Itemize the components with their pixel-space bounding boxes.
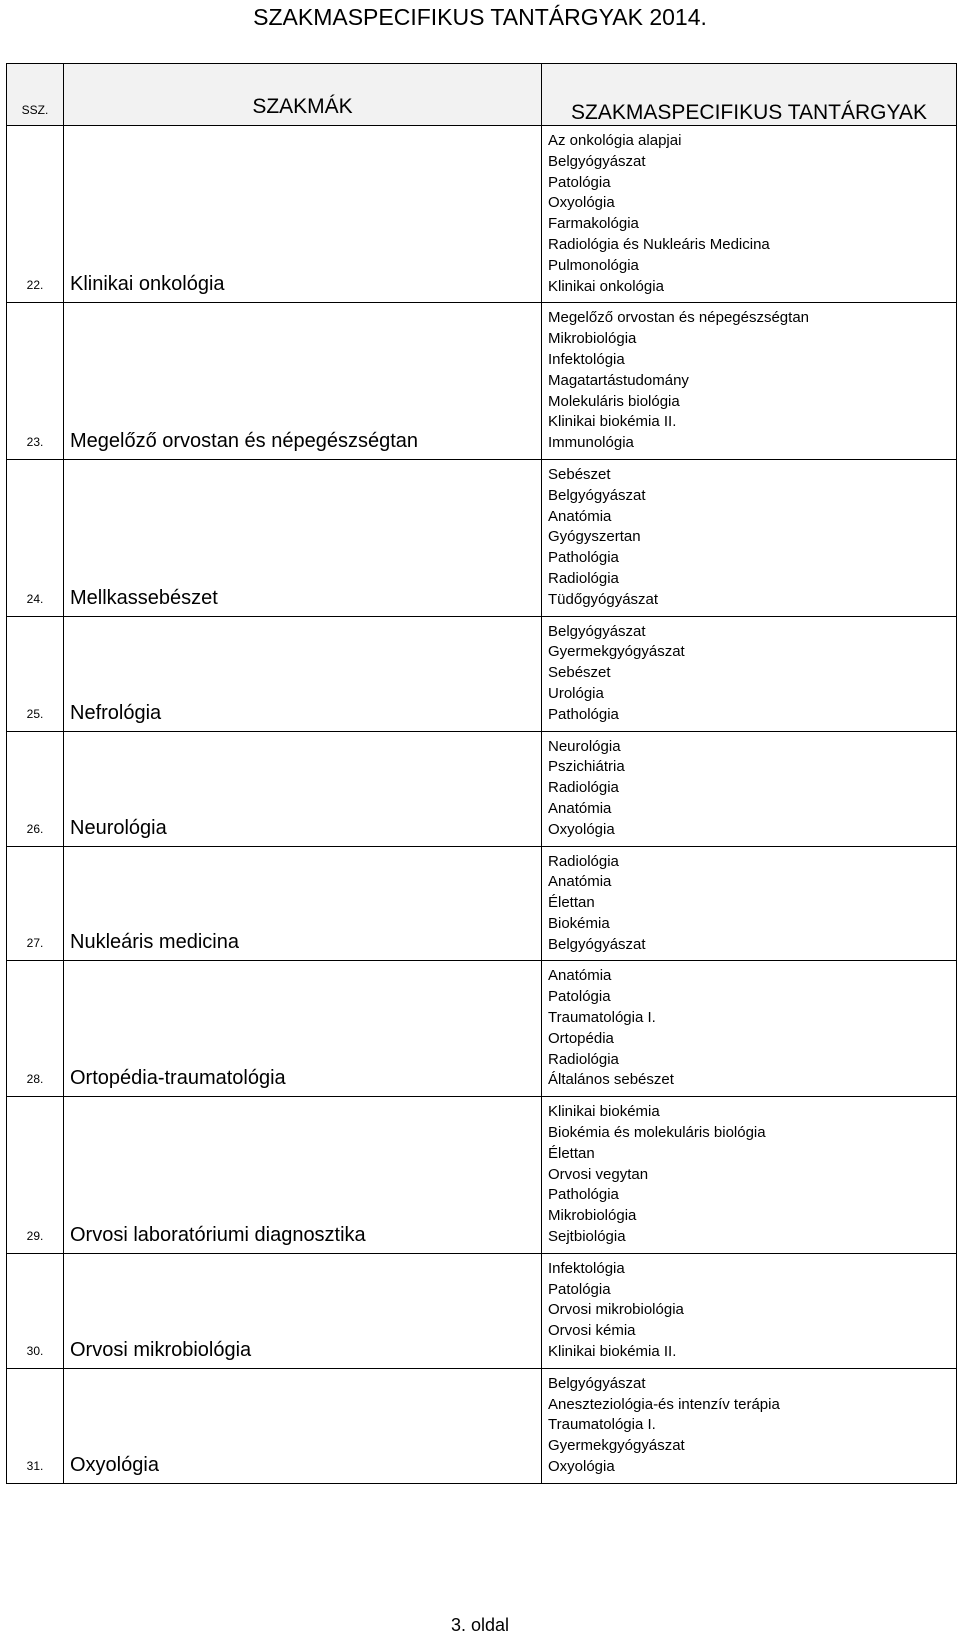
subject-item: Gyermekgyógyászat	[548, 643, 685, 661]
subject-item: Klinikai biokémia	[548, 1103, 660, 1121]
subject-list	[542, 459, 957, 616]
header-subjects: SZAKMASPECIFIKUS TANTÁRGYAK	[542, 64, 957, 126]
subject-item: Radiológia	[548, 1050, 619, 1068]
subject-item: Klinikai biokémia II.	[548, 1343, 677, 1361]
subject-item: Anatómia	[548, 507, 612, 525]
subject-item: Magatartástudomány	[548, 371, 689, 389]
specialty-name: Nefrológia	[64, 616, 542, 731]
table-row	[7, 1368, 957, 1483]
table-body	[7, 126, 957, 1484]
row-number: 24.	[7, 459, 64, 616]
subject-item: Molekuláris biológia	[548, 392, 680, 410]
subject-item: Immunológia	[548, 434, 634, 452]
subject-item: Infektológia	[548, 1259, 625, 1277]
curriculum-table	[6, 63, 957, 1484]
header-num: SSZ.	[7, 64, 64, 126]
subject-item: Az onkológia alapjai	[548, 132, 682, 149]
row-number: 28.	[7, 961, 64, 1097]
table-row	[7, 961, 957, 1097]
subject-item: Pathológia	[548, 1186, 619, 1204]
specialty-name: Mellkassebészet	[64, 459, 542, 616]
subject-list	[542, 1253, 957, 1368]
subject-item: Belgyógyászat	[548, 1374, 646, 1392]
table-header-row	[7, 64, 957, 126]
row-number: 23.	[7, 303, 64, 460]
subject-item: Sejtbiológia	[548, 1228, 626, 1246]
row-number: 31.	[7, 1368, 64, 1483]
subject-item: Biokémia	[548, 914, 610, 932]
subject-item: Traumatológia I.	[548, 1009, 656, 1027]
subject-item: Orvosi kémia	[548, 1322, 636, 1340]
subject-item: Megelőző orvostan és népegészségtan	[548, 309, 810, 327]
subject-item: Klinikai biokémia II.	[548, 413, 677, 431]
subject-item: Neurológia	[548, 737, 621, 755]
subject-item: Biokémia és molekuláris biológia	[548, 1124, 766, 1142]
row-number: 27.	[7, 846, 64, 961]
subject-item: Anatómia	[548, 873, 612, 891]
row-number: 26.	[7, 731, 64, 846]
subject-item: Belgyógyászat	[548, 486, 646, 504]
subject-item: Gyógyszertan	[548, 528, 641, 546]
table-row	[7, 731, 957, 846]
subject-item: Belgyógyászat	[548, 935, 646, 953]
table-row	[7, 1097, 957, 1254]
subject-item: Általános sebészet	[548, 1071, 674, 1089]
table-row	[7, 1253, 957, 1368]
subject-list	[542, 1368, 957, 1483]
subject-item: Pszichiátria	[548, 758, 625, 776]
page-number: 3. oldal	[450, 1615, 510, 1635]
subject-item: Patológia	[548, 988, 611, 1006]
page-title: SZAKMASPECIFIKUS TANTÁRGYAK 2014.	[253, 4, 707, 30]
subject-list	[542, 1097, 957, 1254]
subject-item: Oxyológia	[548, 1458, 615, 1476]
table-row	[7, 846, 957, 961]
specialty-name: Orvosi laboratóriumi diagnosztika	[64, 1097, 542, 1254]
specialty-name: Neurológia	[64, 731, 542, 846]
specialty-name: Orvosi mikrobiológia	[64, 1253, 542, 1368]
table-row	[7, 126, 957, 303]
subject-item: Infektológia	[548, 350, 625, 368]
subject-item: Orvosi vegytan	[548, 1165, 649, 1183]
subject-item: Orvosi mikrobiológia	[548, 1301, 684, 1319]
subject-list	[542, 846, 957, 961]
table-row	[7, 459, 957, 616]
subject-item: Klinikai onkológia	[548, 277, 664, 295]
specialty-name: Nukleáris medicina	[64, 846, 542, 961]
subject-item: Traumatológia I.	[548, 1416, 656, 1434]
subject-item: Urológia	[548, 684, 604, 702]
subject-item: Élettan	[548, 894, 595, 912]
table-row	[7, 616, 957, 731]
subject-list	[542, 961, 957, 1097]
subject-item: Mikrobiológia	[548, 330, 637, 348]
subject-item: Aneszteziológia-és intenzív terápia	[548, 1395, 780, 1413]
subject-item: Radiológia	[548, 569, 619, 587]
subject-list	[542, 616, 957, 731]
subject-item: Radiológia és Nukleáris Medicina	[548, 235, 770, 253]
subject-item: Anatómia	[548, 799, 612, 817]
subject-list	[542, 731, 957, 846]
subject-item: Sebészet	[548, 465, 611, 483]
subject-item: Pulmonológia	[548, 256, 639, 274]
subject-item: Gyermekgyógyászat	[548, 1437, 685, 1455]
header-specialty: SZAKMÁK	[64, 64, 542, 126]
specialty-name: Ortopédia-traumatológia	[64, 961, 542, 1097]
subject-item: Mikrobiológia	[548, 1207, 637, 1225]
subject-list	[542, 126, 957, 303]
subject-item: Tüdőgyógyászat	[548, 590, 659, 608]
subject-item: Belgyógyászat	[548, 622, 646, 640]
subject-item: Oxyológia	[548, 194, 615, 212]
subject-item: Patológia	[548, 1280, 611, 1298]
table-row	[7, 303, 957, 460]
subject-item: Ortopédia	[548, 1029, 614, 1047]
subject-item: Oxyológia	[548, 820, 615, 838]
subject-item: Farmakológia	[548, 215, 639, 233]
row-number: 29.	[7, 1097, 64, 1254]
row-number: 25.	[7, 616, 64, 731]
subject-item: Radiológia	[548, 779, 619, 797]
subject-item: Élettan	[548, 1144, 595, 1162]
row-number: 22.	[7, 126, 64, 303]
subject-list	[542, 303, 957, 460]
subject-item: Anatómia	[548, 967, 612, 985]
subject-item: Radiológia	[548, 852, 619, 870]
specialty-name: Megelőző orvostan és népegészségtan	[64, 303, 542, 460]
subject-item: Pathológia	[548, 705, 619, 723]
subject-item: Sebészet	[548, 664, 611, 682]
row-number: 30.	[7, 1253, 64, 1368]
subject-item: Belgyógyászat	[548, 152, 646, 170]
subject-item: Pathológia	[548, 549, 619, 567]
specialty-name: Klinikai onkológia	[64, 126, 542, 303]
subject-item: Patológia	[548, 173, 611, 191]
specialty-name: Oxyológia	[64, 1368, 542, 1483]
